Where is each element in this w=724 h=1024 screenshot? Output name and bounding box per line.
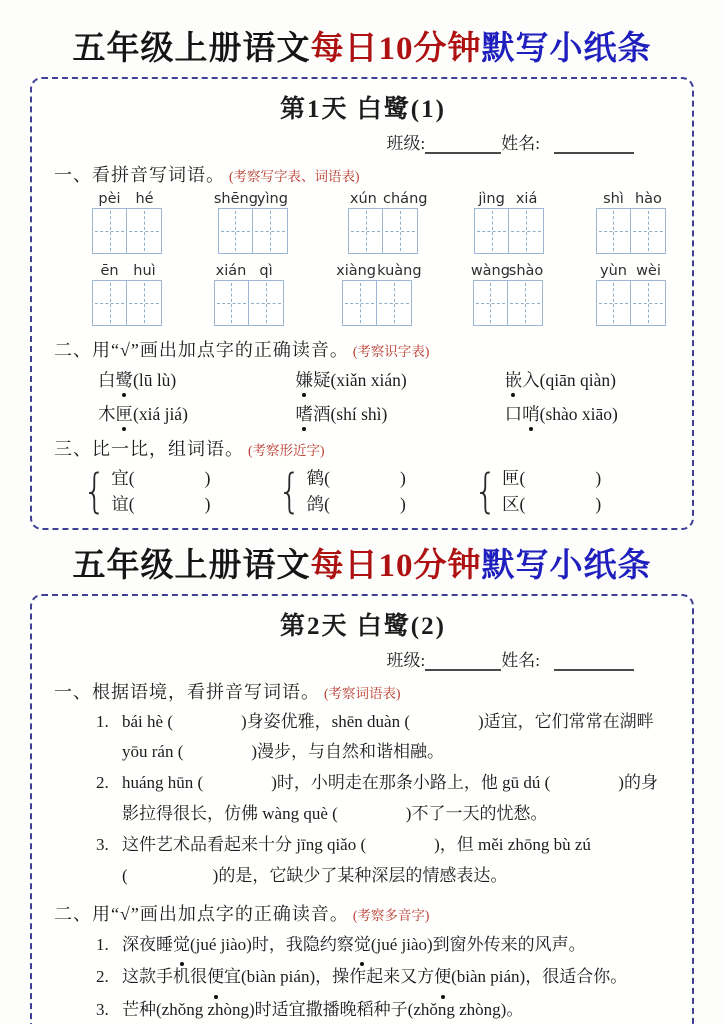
- item-number: 3.: [96, 999, 109, 1019]
- section-note: (考察识字表): [352, 344, 430, 359]
- pronunciation-word: [505, 401, 672, 426]
- numbered-item: [54, 929, 672, 961]
- item-text: [122, 707, 672, 769]
- pinyin-syllable: pèi: [98, 191, 121, 207]
- pinyin-word-group: [92, 191, 162, 254]
- pinyin-syllable: hé: [135, 191, 154, 207]
- section-note: (考察多音字): [352, 908, 430, 924]
- pinyin-labels: [344, 191, 428, 207]
- pinyin-syllable: xiàng: [336, 263, 377, 279]
- item-number: 2.: [96, 773, 109, 793]
- character-writing-cell: [474, 208, 509, 254]
- section-title: 比一比，组词语。: [92, 439, 244, 459]
- character-writing-cell: [253, 208, 288, 254]
- class-blank-field: [425, 136, 501, 154]
- item-text: [122, 768, 672, 830]
- left-brace-icon: {: [473, 464, 498, 519]
- text-segment: 入(qiān qiàn): [522, 370, 616, 390]
- pinyin-word-group: [335, 263, 422, 326]
- pinyin-syllable: kuàng: [377, 263, 422, 279]
- compare-words-row: [54, 465, 672, 518]
- section-number: 二、: [54, 340, 92, 360]
- pinyin-word-group: [596, 263, 666, 326]
- dotted-character: 鹭: [116, 367, 134, 392]
- worksheet-day2: [30, 594, 694, 1024]
- title-part-black: 五年级上册语文: [72, 547, 311, 584]
- dotted-character: 哨: [522, 401, 540, 426]
- left-brace-icon: {: [278, 464, 302, 519]
- section-number: 一、: [54, 681, 92, 702]
- dotted-character: 嗜: [295, 401, 313, 426]
- character-writing-cell: [92, 208, 127, 254]
- dotted-character: 觉: [173, 929, 190, 961]
- compare-group: [471, 465, 666, 518]
- pinyin-syllable: cháng: [383, 191, 428, 207]
- class-name-line: [54, 646, 634, 671]
- dotted-character: 便: [207, 961, 224, 993]
- name-label: 姓名:: [501, 650, 540, 670]
- text-segment: 口: [504, 404, 523, 424]
- character-writing-cell: [342, 280, 377, 326]
- section-number: 二、: [54, 904, 92, 925]
- section-note: (考察形近字): [248, 443, 325, 458]
- pinyin-labels: [92, 191, 162, 207]
- pinyin-labels: [471, 263, 545, 279]
- title-part-blue: 默写小纸条: [481, 31, 652, 67]
- item-text: [122, 830, 672, 892]
- polyphone-items: [54, 929, 672, 1024]
- compare-line: 匣( ): [502, 468, 602, 488]
- pronunciation-word: [98, 401, 295, 426]
- item-text: [122, 929, 672, 961]
- compare-column: [307, 465, 406, 518]
- section2-heading: [54, 900, 672, 926]
- text-segment: 木: [98, 404, 116, 424]
- text-segment: 酒(shí shì): [312, 404, 388, 424]
- section-number: 三、: [54, 439, 92, 459]
- section-title: 用“√”画出加点字的正确读音。: [92, 904, 349, 925]
- class-name-line: [54, 129, 634, 154]
- pinyin-word-group: [92, 263, 162, 326]
- text-segment: (shào xiāo): [539, 404, 618, 424]
- writing-boxes: [92, 208, 162, 254]
- text-segment: (biàn pián)，很适合你。: [451, 967, 628, 987]
- pinyin-grid-row-2: [92, 263, 666, 326]
- pinyin-syllable: huì: [133, 263, 156, 279]
- class-blank-field: [425, 653, 501, 671]
- text-segment: 这件艺术品看起来十分 jīng qiǎo ( )，但 měi zhōng bù zú ( )的是，它缺少了某种深层的情感表达。: [122, 835, 591, 886]
- day2-title: 第2天 白鹭(2): [280, 612, 446, 640]
- pinyin-syllable: yìng: [256, 191, 288, 207]
- section-title: 用“√”画出加点字的正确读音。: [92, 340, 349, 360]
- pinyin-word-group: [596, 191, 666, 254]
- text-segment: (lū lù): [133, 370, 177, 390]
- numbered-item: [54, 830, 672, 892]
- left-brace-icon: {: [82, 464, 107, 519]
- text-segment: 子(zhǒng zhòng)。: [390, 999, 524, 1019]
- pinyin-syllable: shēng: [213, 191, 258, 207]
- compare-line: 谊( ): [111, 494, 211, 515]
- compare-line: 区( ): [502, 494, 602, 515]
- section-note: (考察写字表、词语表): [229, 169, 360, 184]
- character-writing-cell: [218, 208, 253, 254]
- character-writing-cell: [92, 280, 127, 326]
- writing-boxes: [348, 208, 418, 254]
- pinyin-syllable: qì: [259, 263, 273, 279]
- item-number: 3.: [96, 835, 109, 855]
- compare-group: [80, 465, 275, 518]
- class-label: 班级:: [386, 650, 426, 670]
- pinyin-syllable: ēn: [100, 263, 119, 279]
- character-writing-cell: [473, 280, 508, 326]
- pinyin-syllable: wàng: [470, 263, 510, 279]
- writing-boxes: [596, 208, 666, 254]
- text-segment: 这款手机很: [122, 967, 207, 987]
- character-writing-cell: [631, 280, 666, 326]
- text-segment: (zhǒng zhòng)时适宜撒播晚稻: [156, 999, 374, 1019]
- item-number: 2.: [96, 967, 109, 987]
- writing-boxes: [473, 280, 543, 326]
- dotted-character: 种: [374, 994, 391, 1024]
- character-writing-cell: [127, 208, 162, 254]
- dotted-character: 嫌: [295, 367, 313, 392]
- pinyin-syllable: xián: [215, 263, 247, 279]
- name-blank-field: [554, 653, 634, 671]
- pinyin-labels: [596, 263, 666, 279]
- pinyin-syllable: yùn: [599, 263, 627, 279]
- text-segment: 深夜睡: [122, 935, 173, 955]
- title-part-blue: 默写小纸条: [481, 547, 652, 584]
- item-text: [122, 961, 672, 993]
- title-part-red: 每日10分钟: [310, 31, 482, 67]
- character-writing-cell: [631, 208, 666, 254]
- pinyin-syllable: xún: [349, 191, 377, 207]
- compare-line: 鸽( ): [306, 494, 406, 515]
- character-writing-cell: [377, 280, 412, 326]
- character-writing-cell: [249, 280, 284, 326]
- pinyin-word-group: [214, 263, 284, 326]
- writing-boxes: [92, 280, 162, 326]
- pinyin-syllable: jìng: [478, 191, 505, 207]
- dotted-character: 觉: [354, 929, 371, 961]
- text-segment: 宜(biàn pián)，操作起来又方: [224, 967, 435, 987]
- writing-boxes: [218, 208, 288, 254]
- text-segment: (jué jiào)到窗外传来的风声。: [370, 935, 586, 955]
- text-segment: (xiá jiá): [133, 404, 188, 424]
- text-segment: 白: [98, 370, 116, 390]
- pinyin-syllable: shào: [508, 263, 544, 279]
- pinyin-labels: [214, 263, 284, 279]
- class-label: 班级:: [386, 134, 426, 153]
- section-note: (考察词语表): [324, 685, 401, 701]
- pinyin-word-group: [214, 191, 292, 254]
- name-label: 姓名:: [501, 134, 540, 153]
- pronunciation-word: [295, 401, 504, 426]
- text-segment: (jué jiào)时，我隐约察: [190, 935, 354, 955]
- pinyin-syllable: xiá: [515, 191, 538, 207]
- text-segment: 芒: [122, 999, 139, 1019]
- pinyin-labels: [92, 263, 162, 279]
- page-title: [0, 22, 724, 69]
- character-writing-cell: [127, 280, 162, 326]
- dotted-character: 匣: [116, 401, 134, 426]
- dotted-character: 便: [434, 961, 451, 993]
- character-writing-cell: [214, 280, 249, 326]
- section1-heading: [54, 678, 672, 704]
- section-title: 看拼音写词语。: [92, 165, 225, 185]
- name-blank-field: [554, 136, 634, 154]
- pinyin-word-group: [474, 191, 544, 254]
- pinyin-grid-row-1: [92, 191, 666, 254]
- pinyin-labels: [214, 191, 292, 207]
- character-writing-cell: [509, 208, 544, 254]
- text-segment: bái hè ( )身姿优雅，shēn duàn ( )适宜，它们常常在湖畔 yōu rán ( )漫步，与自然和谐相融。: [122, 711, 654, 762]
- pinyin-labels: [474, 191, 544, 207]
- section-title: 根据语境，看拼音写词语。: [92, 681, 320, 702]
- compare-group: [275, 465, 470, 518]
- writing-boxes: [596, 280, 666, 326]
- compare-column: [502, 465, 601, 518]
- dotted-character: 种: [139, 994, 156, 1024]
- numbered-item: [54, 707, 672, 769]
- character-writing-cell: [508, 280, 543, 326]
- compare-line: 宜( ): [111, 468, 211, 488]
- day1-title: 第1天 白鹭(1): [280, 96, 446, 123]
- context-pinyin-items: [54, 707, 672, 893]
- dotted-character: 嵌: [505, 367, 523, 392]
- character-writing-cell: [383, 208, 418, 254]
- pronunciation-word: [98, 367, 295, 392]
- section2-heading: [54, 336, 672, 362]
- title-part-black: 五年级上册语文: [72, 31, 311, 67]
- writing-boxes: [474, 208, 544, 254]
- pinyin-syllable: shì: [603, 191, 624, 207]
- pinyin-syllable: hào: [634, 191, 662, 207]
- page-title-2: [0, 539, 724, 586]
- writing-boxes: [342, 280, 412, 326]
- text-segment: 疑(xiǎn xián): [312, 370, 407, 390]
- numbered-item: [54, 768, 672, 830]
- character-writing-cell: [596, 208, 631, 254]
- section-number: 一、: [54, 165, 92, 185]
- item-number: 1.: [96, 935, 109, 955]
- pinyin-labels: [596, 191, 666, 207]
- pinyin-syllable: wèi: [636, 263, 661, 279]
- worksheet-day1: [30, 77, 694, 530]
- pinyin-word-group: [471, 263, 545, 326]
- character-writing-cell: [348, 208, 383, 254]
- item-number: 1.: [96, 711, 109, 731]
- pinyin-labels: [335, 263, 422, 279]
- compare-column: [111, 465, 210, 518]
- character-writing-cell: [596, 280, 631, 326]
- pinyin-word-group: [344, 191, 428, 254]
- pronunciation-word: [505, 367, 672, 392]
- item-text: [122, 994, 672, 1024]
- text-segment: huáng hūn ( )时，小明走在那条小路上，他 gū dú ( )的身影拉得很长，仿佛 wàng què ( )不了一天的忧愁。: [122, 773, 658, 824]
- pronunciation-word: [295, 367, 504, 392]
- writing-boxes: [214, 280, 284, 326]
- title-part-red: 每日10分钟: [310, 547, 482, 584]
- pronunciation-word-grid: [54, 367, 672, 426]
- numbered-item: [54, 994, 672, 1024]
- section1-heading: [54, 161, 672, 187]
- compare-line: 鹤( ): [306, 468, 406, 488]
- section3-heading: [54, 435, 672, 461]
